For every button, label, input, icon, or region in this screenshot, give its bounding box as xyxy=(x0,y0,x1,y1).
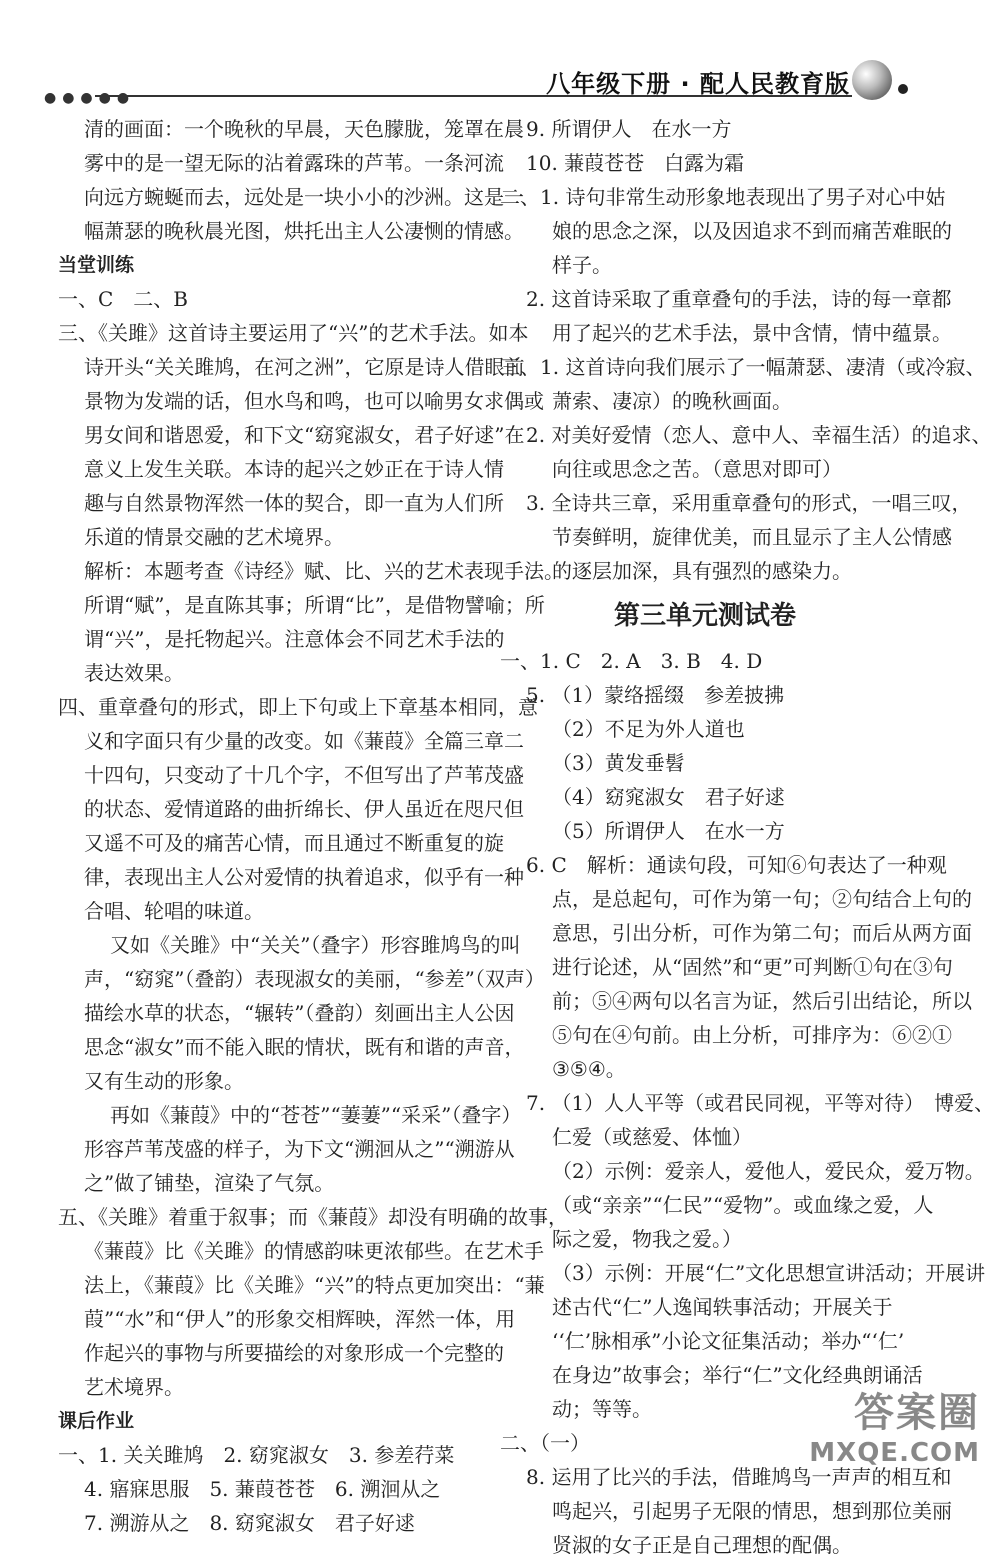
text-line: 向往或思念之苦。（意思对即可） xyxy=(552,457,842,481)
text-line: 的逐层加深，具有强烈的感染力。 xyxy=(552,559,852,583)
text-line: 五、《关雎》着重于叙事；而《蒹葭》却没有明确的故事， xyxy=(58,1205,568,1229)
text-line: 十四句，只变动了十几个字，不但写出了芦苇茂盛 xyxy=(84,763,524,787)
text-line: ‘‘仁’脉相承”小论文征集活动；举办“‘仁’ xyxy=(552,1329,905,1353)
text-line: 向远方蜿蜒而去，远处是一块小小的沙洲。这是一 xyxy=(84,185,524,209)
text-line: 6. C 解析：通读句段，可知⑥句表达了一种观 xyxy=(526,853,947,877)
text-line: （或“亲亲”“仁民”“爱物”。或血缘之爱，人 xyxy=(552,1193,934,1217)
text-line: 声，“窈窕”（叠韵）表现淑女的美丽，“参差”（双声） xyxy=(84,967,545,991)
text-line: ⑤句在④句前。由上分析，可排序为：⑥②① xyxy=(552,1023,952,1047)
dot-icon xyxy=(898,84,908,94)
text-line: 5. （1）蒙络摇缀 参差披拂 xyxy=(526,683,785,707)
text-line: 再如《蒹葭》中的“苍苍”“萋萋”“采采”（叠字） xyxy=(110,1103,522,1127)
text-line: 3. 全诗共三章，采用重章叠句的形式，一唱三叹， xyxy=(526,491,972,515)
text-line: 之”做了铺垫，渲染了气氛。 xyxy=(84,1171,335,1195)
section-title: 第三单元测试卷 xyxy=(613,601,796,631)
text-line: 贤淑的女子正是自己理想的配偶。 xyxy=(552,1533,852,1557)
text-line: 法上，《蒹葭》比《关雎》“兴”的特点更加突出：“蒹 xyxy=(84,1273,545,1297)
text-line: 形容芦苇茂盛的样子，为下文“溯洄从之”“溯游从 xyxy=(84,1137,515,1161)
text-line: 8. 运用了比兴的手法，借雎鸠鸟一声声的相互和 xyxy=(526,1465,952,1489)
text-line: 雾中的是一望无际的沾着露珠的芦苇。一条河流 xyxy=(84,151,504,175)
text-line: 娘的思念之深，以及因追求不到而痛苦难眠的 xyxy=(552,219,952,243)
text-line: 《蒹葭》比《关雎》的情感韵味更浓郁些。在艺术手 xyxy=(84,1239,544,1263)
text-line: 进行论述，从“固然”和“更”可判断①句在③句 xyxy=(552,955,953,979)
text-line: 表达效果。 xyxy=(84,661,184,685)
watermark xyxy=(809,1381,980,1468)
text-line: 四、重章叠句的形式，即上下句或上下章基本相同，意 xyxy=(58,695,538,719)
page-header xyxy=(0,0,1000,110)
section-heading: 当堂训练 xyxy=(58,254,135,276)
text-line: 节奏鲜明，旋律优美，而且显示了主人公情感 xyxy=(552,525,952,549)
text-line: 用了起兴的艺术手法，景中含情，情中蕴景。 xyxy=(552,321,952,345)
text-line: 律，表现出主人公对爱情的执着追求，似乎有一种 xyxy=(84,865,524,889)
text-line: 际之爱，物我之爱。） xyxy=(552,1227,742,1251)
text-line: 二、（一） xyxy=(500,1431,590,1455)
text-line: 描绘水草的状态，“辗转”（叠韵）刻画出主人公因 xyxy=(84,1001,515,1025)
text-line: 又如《关雎》中“关关”（叠字）形容雎鸠鸟的叫 xyxy=(110,933,521,957)
text-line: 点，是总起句，可作为第一句；②句结合上句的 xyxy=(552,887,972,911)
text-line: 趣与自然景物浑然一体的契合，即一直为人们所 xyxy=(84,491,504,515)
text-line: 二、1. 诗句非常生动形象地表现出了男子对心中姑 xyxy=(500,185,946,209)
watermark-logo-text: 答案圈 xyxy=(854,1390,980,1436)
text-line: （2）示例：爱亲人，爱他人，爱民众，爱万物。 xyxy=(552,1159,985,1183)
header-title: 八年级下册 · 配人民教育版 xyxy=(546,70,850,98)
text-line: 合唱、轮唱的味道。 xyxy=(84,899,264,923)
text-line: （3）示例：开展“仁”文化思想宣讲活动；开展讲 xyxy=(552,1261,986,1285)
text-line: 义和字面只有少量的改变。如《蒹葭》全篇三章二 xyxy=(84,729,524,753)
text-line: 艺术境界。 xyxy=(84,1375,184,1399)
text-line: 一、C 二、B xyxy=(58,287,188,311)
text-line: 三、1. 这首诗向我们展示了一幅萧瑟、凄清（或冷寂、 xyxy=(500,355,986,379)
text-line: ③⑤④。 xyxy=(552,1057,626,1081)
text-line: 解析：本题考查《诗经》赋、比、兴的艺术表现手法。 xyxy=(84,559,564,583)
watermark-url: MXQE.COM xyxy=(809,1438,980,1468)
section-heading: 课后作业 xyxy=(58,1410,135,1432)
text-line: 一、1. 关关雎鸠 2. 窈窕淑女 3. 参差荇菜 xyxy=(58,1443,455,1467)
text-line: 7. 溯游从之 8. 窈窕淑女 君子好逑 xyxy=(84,1511,415,1535)
text-line: 诗开头“关关雎鸠，在河之洲”，它原是诗人借眼前 xyxy=(84,355,525,379)
text-line: 述古代“仁”人逸闻轶事活动；开展关于 xyxy=(552,1295,893,1319)
text-line: 三、《关雎》这首诗主要运用了“兴”的艺术手法。如本 xyxy=(58,321,529,345)
text-line: 鸣起兴，引起男子无限的情思，想到那位美丽 xyxy=(552,1499,952,1523)
text-line: 的状态、爱情道路的曲折绵长、伊人虽近在咫尺但 xyxy=(84,797,524,821)
text-line: 10. 蒹葭苍苍 白露为霜 xyxy=(526,151,745,175)
text-line: （3）黄发垂髫 xyxy=(552,751,685,775)
text-line: 幅萧瑟的晚秋晨光图，烘托出主人公凄恻的情感。 xyxy=(84,219,524,243)
text-line: 作起兴的事物与所要描绘的对象形成一个完整的 xyxy=(84,1341,504,1365)
text-line: 所谓“赋”，是直陈其事；所谓“比”，是借物譬喻；所 xyxy=(84,593,545,617)
text-line: 2. 对美好爱情（恋人、意中人、幸福生活）的追求、 xyxy=(526,423,992,447)
text-line: 清的画面：一个晚秋的早晨，天色朦胧，笼罩在晨 xyxy=(84,117,524,141)
text-line: （5）所谓伊人 在水一方 xyxy=(552,819,785,843)
text-line: 2. 这首诗采取了重章叠句的手法，诗的每一章都 xyxy=(526,287,952,311)
text-line: 景物为发端的话，但水鸟和鸣，也可以喻男女求偶或 xyxy=(84,389,544,413)
text-line: 一、1. C 2. A 3. B 4. D xyxy=(500,649,763,673)
text-line: 思念“淑女”而不能入眠的情状，既有和谐的声音， xyxy=(84,1035,525,1059)
ball-icon xyxy=(852,60,892,100)
text-line: 男女间和谐恩爱，和下文“窈窕淑女，君子好逑”在 xyxy=(84,423,525,447)
header-dots: ●●●●● xyxy=(44,90,136,106)
text-line: 谓“兴”，是托物起兴。注意体会不同艺术手法的 xyxy=(84,627,505,651)
text-line: 葭”“水”和“伊人”的形象交相辉映，浑然一体，用 xyxy=(84,1307,516,1331)
text-line: 又有生动的形象。 xyxy=(84,1069,244,1093)
text-line: 样子。 xyxy=(552,253,612,277)
text-line: 动；等等。 xyxy=(552,1397,652,1421)
text-line: 7. （1）人人平等（或君民同视，平等对待） 博爱、 xyxy=(526,1091,995,1115)
text-line: 9. 所谓伊人 在水一方 xyxy=(526,117,732,141)
text-line: 又遥不可及的痛苦心情，而且通过不断重复的旋 xyxy=(84,831,504,855)
text-line: 在身边”故事会；举行“仁”文化经典朗诵活 xyxy=(552,1363,923,1387)
text-line: （2）不足为外人道也 xyxy=(552,717,745,741)
text-line: 乐道的情景交融的艺术境界。 xyxy=(84,525,344,549)
text-line: 萧索、凄凉）的晚秋画面。 xyxy=(552,389,792,413)
text-line: （4）窈窕淑女 君子好逑 xyxy=(552,785,785,809)
text-line: 仁爱（或慈爱、体恤） xyxy=(552,1125,752,1149)
text-line: 意思，引出分析，可作为第二句；而后从两方面 xyxy=(552,921,972,945)
text-line: 前；⑤④两句以名言为证，然后引出结论，所以 xyxy=(552,989,972,1013)
text-line: 4. 寤寐思服 5. 蒹葭苍苍 6. 溯洄从之 xyxy=(84,1477,441,1501)
text-line: 意义上发生关联。本诗的起兴之妙正在于诗人情 xyxy=(84,457,504,481)
